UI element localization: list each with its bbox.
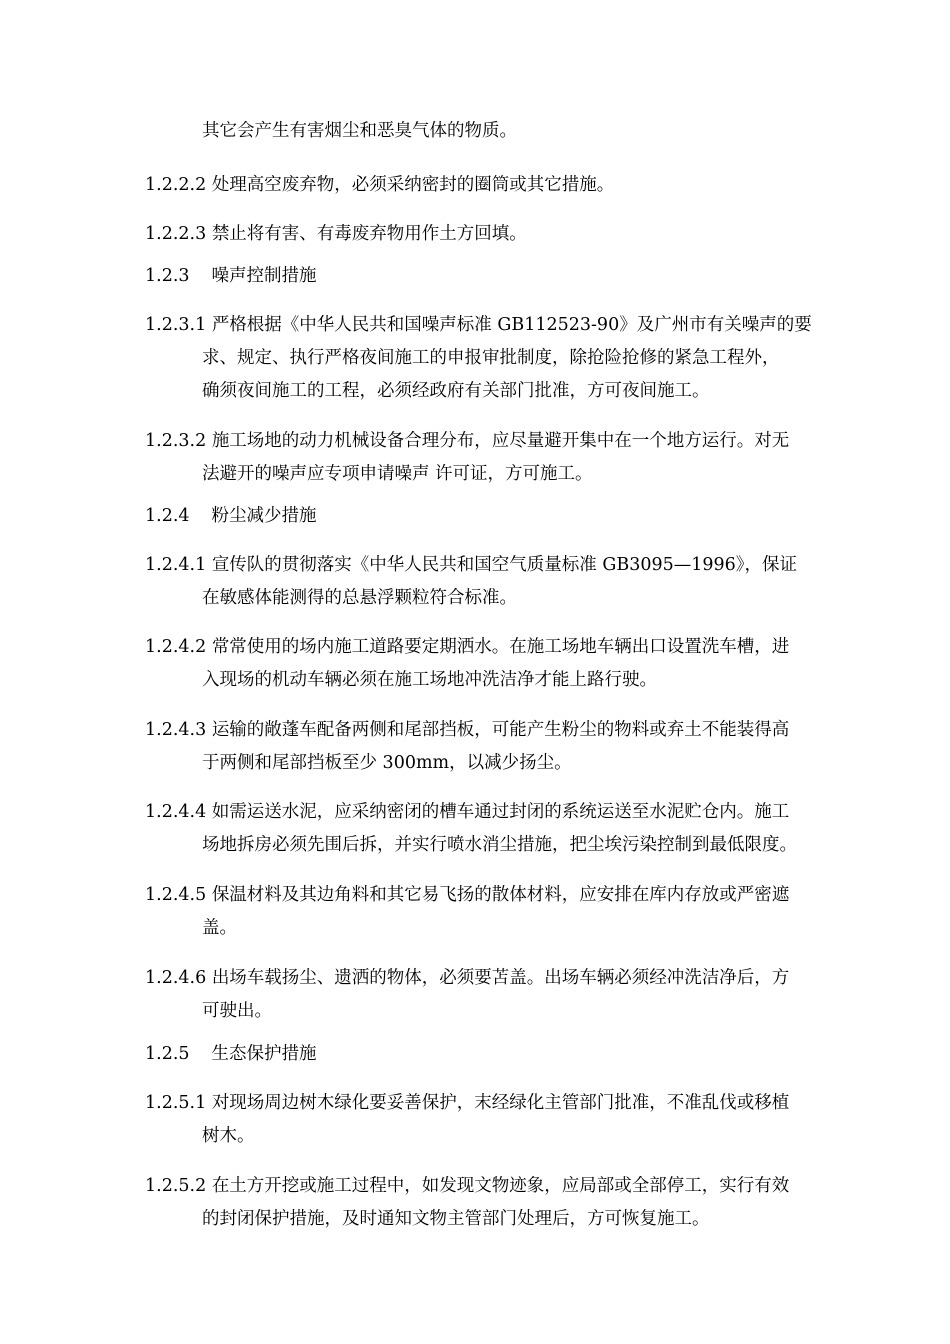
paragraph-text: 求、规定、执行严格夜间施工的申报审批制度，除抢险抢修的紧急工程外，	[202, 348, 780, 368]
paragraph-text: 宣传队的贯彻落实《中华人民共和国空气质量标准 GB3095—1996》，保证	[211, 555, 798, 575]
paragraph-text: 如需运送水泥，应采纳密闭的槽车通过封闭的系统运送至水泥贮仓内。施工	[211, 802, 790, 822]
section-number: 1.2.4	[145, 506, 190, 526]
paragraph-number: 1.2.4.4	[145, 802, 207, 822]
paragraph-1-2-4-1	[145, 551, 797, 576]
section-heading-1-2-3	[145, 262, 317, 287]
paragraph-1-2-2-3	[145, 220, 527, 245]
paragraph-1-2-5-2	[145, 1172, 789, 1197]
paragraph-number: 1.2.4.3	[145, 720, 207, 740]
paragraph-number: 1.2.3.1	[145, 315, 207, 335]
paragraph-number: 1.2.4.5	[145, 885, 207, 905]
section-title: 噪声控制措施	[211, 266, 317, 286]
paragraph-text: 禁止将有害、有毒废弃物用作土方回填。	[211, 224, 527, 244]
paragraph-number: 1.2.4.6	[145, 968, 207, 988]
paragraph-number: 1.2.4.1	[145, 555, 207, 575]
paragraph-1-2-4-4	[145, 798, 789, 823]
paragraph-text: 出场车载扬尘、遗洒的物体，必须要苫盖。出场车辆必须经冲洗洁净后，方	[211, 968, 790, 988]
paragraph-text: 施工场地的动力机械设备合理分布，应尽量避开集中在一个地方运行。对无	[211, 431, 790, 451]
section-number: 1.2.5	[145, 1044, 190, 1064]
paragraph-text: 保温材料及其边角料和其它易飞扬的散体材料，应安排在库内存放或严密遮	[211, 885, 790, 905]
paragraph-number: 1.2.5.2	[145, 1176, 207, 1196]
paragraph-text: 在土方开挖或施工过程中，如发现文物迹象，应局部或全部停工，实行有效	[211, 1176, 790, 1196]
paragraph-text: 入现场的机动车辆必须在施工场地冲洗洁净才能上路行驶。	[202, 670, 657, 690]
paragraph-continuation: 其它会产生有害烟尘和恶臭气体的物质。	[202, 121, 517, 141]
paragraph-1-2-4-6	[145, 964, 789, 989]
paragraph-text: 场地拆房必须先围后拆，并实行喷水消尘措施，把尘埃污染控制到最低限度。	[202, 835, 797, 855]
paragraph-text: 法避开的噪声应专项申请噪声 许可证，方可施工。	[202, 464, 593, 484]
paragraph-number: 1.2.2.2	[145, 175, 207, 195]
paragraph-1-2-5-1	[145, 1089, 789, 1114]
paragraph-text: 确须夜间施工的工程，必须经政府有关部门批准，方可夜间施工。	[202, 381, 710, 401]
section-heading-1-2-5	[145, 1040, 317, 1065]
paragraph-text: 对现场周边树木绿化要妥善保护，末经绿化主管部门批准，不准乱伐或移植	[211, 1093, 790, 1113]
paragraph-text: 运输的敞蓬车配备两侧和尾部挡板，可能产生粉尘的物料或弃土不能装得高	[211, 720, 790, 740]
paragraph-number: 1.2.3.2	[145, 431, 207, 451]
paragraph-1-2-4-5	[145, 881, 789, 906]
paragraph-text: 的封闭保护措施，及时通知文物主管部门处理后，方可恢复施工。	[202, 1209, 710, 1229]
paragraph-1-2-3-1	[145, 311, 812, 336]
section-number: 1.2.3	[145, 266, 190, 286]
paragraph-1-2-4-2	[145, 633, 789, 658]
paragraph-text: 严格根据《中华人民共和国噪声标准 GB112523-90》及广州市有关噪声的要	[211, 315, 812, 335]
paragraph-text: 在敏感体能测得的总悬浮颗粒符合标准。	[202, 588, 517, 608]
paragraph-number: 1.2.4.2	[145, 637, 207, 657]
paragraph-text: 于两侧和尾部挡板至少 300mm，以减少扬尘。	[202, 753, 572, 773]
paragraph-number: 1.2.2.3	[145, 224, 207, 244]
paragraph-text: 可驶出。	[202, 1001, 272, 1021]
paragraph-1-2-4-3	[145, 716, 789, 741]
paragraph-1-2-3-2	[145, 427, 789, 452]
paragraph-text: 处理高空废弃物，必须采纳密封的圈筒或其它措施。	[211, 175, 615, 195]
paragraph-1-2-2-2	[145, 171, 614, 196]
paragraph-text: 盖。	[202, 918, 237, 938]
section-heading-1-2-4	[145, 502, 317, 527]
section-title: 粉尘减少措施	[211, 506, 317, 526]
section-title: 生态保护措施	[211, 1044, 317, 1064]
paragraph-number: 1.2.5.1	[145, 1093, 207, 1113]
paragraph-text: 常常使用的场内施工道路要定期洒水。在施工场地车辆出口设置洗车槽，进	[211, 637, 790, 657]
paragraph-text: 树木。	[202, 1126, 255, 1146]
